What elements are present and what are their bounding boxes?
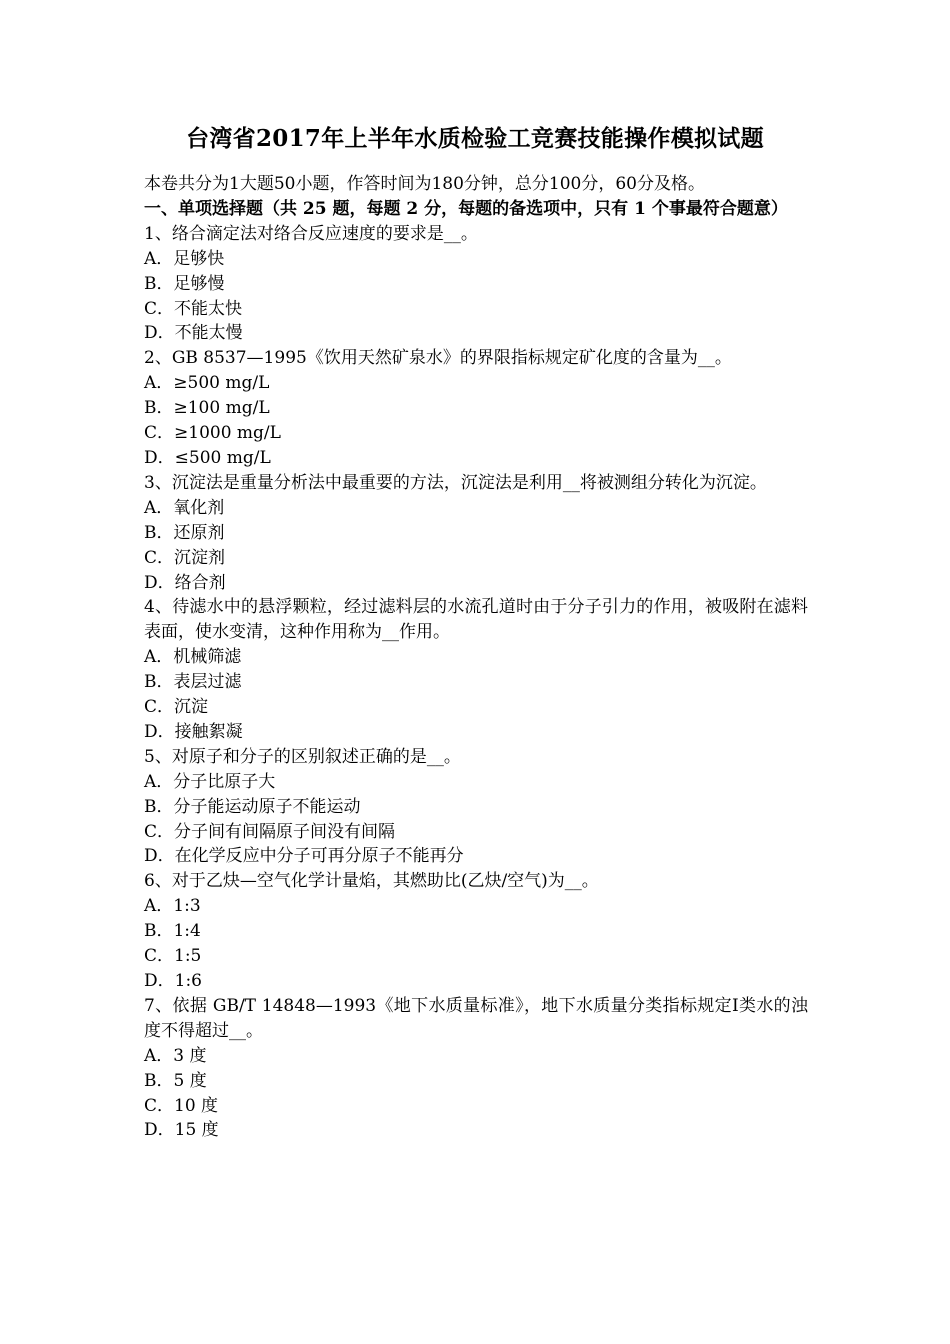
option-c: C．沉淀剂 — [144, 547, 226, 568]
question — [144, 471, 808, 596]
option-c: C．1:5 — [144, 946, 202, 967]
option-a: A．氧化剂 — [144, 497, 225, 518]
question-stem: 2、GB 8537—1995《饮用天然矿泉水》的界限指标规定矿化度的含量为__。 — [144, 348, 732, 369]
question-stem: 5、对原子和分子的区别叙述正确的是__。 — [144, 746, 461, 767]
option-a: A．分子比原子大 — [144, 771, 276, 792]
question — [144, 869, 808, 994]
option-b: B．足够慢 — [144, 273, 225, 294]
question-stem: 4、待滤水中的悬浮颗粒，经过滤料层的水流孔道时由于分子引力的作用，被吸附在滤料表面，使水变清，这种作用称为__作用。 — [144, 597, 808, 643]
document-title: 台湾省2017年上半年水质检验工竞赛技能操作模拟试题 — [186, 125, 764, 152]
option-d: D．1:6 — [144, 971, 202, 991]
option-b: B．≥100 mg/L — [144, 398, 270, 419]
section-heading: 一、单项选择题（共 25 题，每题 2 分，每题的备选项中，只有 1 个事最符合题意） — [144, 198, 788, 219]
question — [144, 222, 808, 347]
option-a: A．3 度 — [144, 1045, 207, 1066]
question-stem: 1、络合滴定法对络合反应速度的要求是__。 — [144, 223, 478, 244]
question — [144, 595, 808, 744]
option-c: C．10 度 — [144, 1095, 219, 1116]
option-c: C．分子间有间隔原子间没有间隔 — [144, 821, 396, 842]
question — [144, 346, 808, 471]
option-a: A．机械筛滤 — [144, 647, 242, 668]
question-stem: 6、对于乙炔—空气化学计量焰，其燃助比(乙炔/空气)为__。 — [144, 871, 599, 892]
option-b: B．5 度 — [144, 1070, 207, 1091]
option-c: C．≥1000 mg/L — [144, 423, 281, 444]
option-c: C．沉淀 — [144, 697, 209, 718]
document-body — [144, 172, 808, 1143]
question-stem: 7、依据 GB/T 14848—1993《地下水质量标准》，地下水质量分类指标规定Ⅰ类水的浊度不得超过__。 — [144, 995, 808, 1041]
question — [144, 745, 808, 870]
option-d: D．络合剂 — [144, 572, 226, 593]
option-b: B．还原剂 — [144, 522, 225, 543]
option-d: D．接触絮凝 — [144, 721, 243, 742]
option-a: A．足够快 — [144, 248, 225, 269]
option-a: A．≥500 mg/L — [144, 373, 270, 394]
question-stem: 3、沉淀法是重量分析法中最重要的方法，沉淀法是利用__将被测组分转化为沉淀。 — [144, 472, 767, 493]
question — [144, 994, 808, 1143]
option-d: D．在化学反应中分子可再分原子不能再分 — [144, 846, 464, 867]
option-a: A．1:3 — [144, 896, 201, 917]
option-d: D．15 度 — [144, 1120, 219, 1141]
option-d: D．不能太慢 — [144, 323, 243, 344]
option-c: C．不能太快 — [144, 298, 243, 319]
option-b: B．表层过滤 — [144, 672, 242, 693]
option-b: B．分子能运动原子不能运动 — [144, 796, 361, 817]
option-b: B．1:4 — [144, 921, 201, 942]
option-d: D．≤500 mg/L — [144, 447, 271, 468]
exam-intro: 本卷共分为1大题50小题，作答时间为180分钟，总分100分，60分及格。 — [144, 174, 705, 194]
